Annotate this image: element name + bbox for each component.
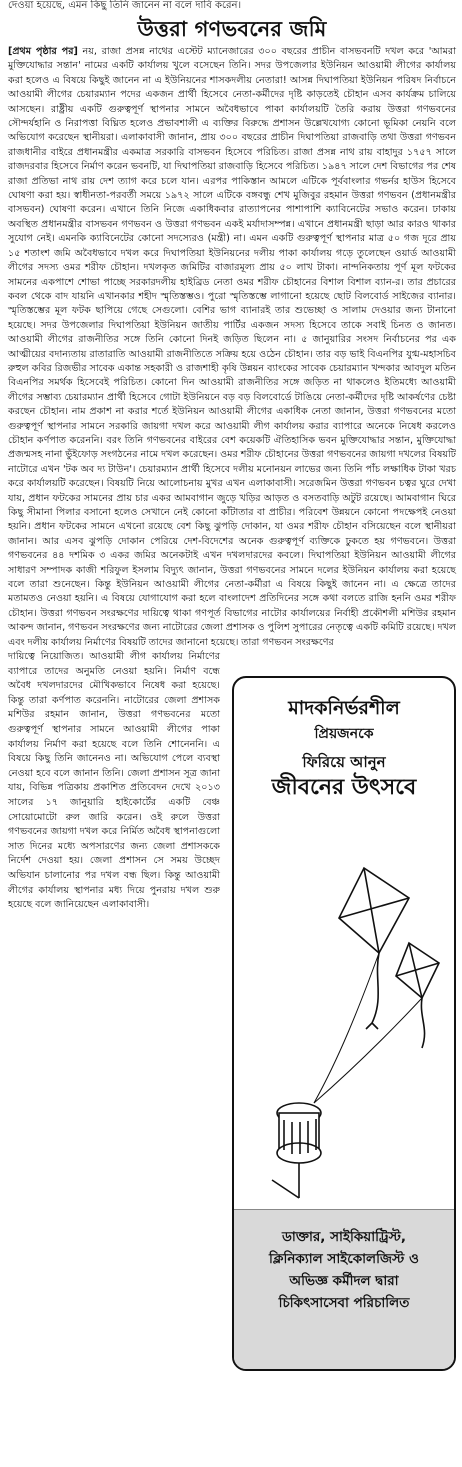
- previous-article-tail: দেওয়া হয়েছে, এমন কিছু তিনি জানেন না বলে দাবি করেন।: [8, 0, 242, 11]
- article-left-column: [8, 650, 220, 913]
- reel-icon: [272, 1103, 321, 1198]
- kite-icon: [339, 868, 409, 1029]
- ad-footer: [234, 1209, 454, 1369]
- jump-label: [প্রথম পৃষ্ঠার পর]: [8, 46, 78, 57]
- article-body-text: নয়, রাজা প্রসন্ন নাথের এস্টেট ম্যানেজারের ৩০০ বছরের প্রাচীন বাসভবনটি দখল করে 'আমরা মুক্তিযোদ্ধার সন্তান' নামের একটি কার্যালয় খুলে বসেছেন তিনি। সদর উপজেলার ইউনিয়ন আওয়ামী লীগের কার্যালয় করা হলেও এ বিষয়ে কিছুই জানেন না এ ইউনিয়নের শাসকদলীয় নেতারা! আসন্ন দিঘাপতিয়া ইউনিয়ন পরিষদ নির্বাচনে আওয়ামী লীগের চেয়ারম্যান পদের একজন প্রার্থী হিসেবে নেতা-কর্মীদের দৃষ্টি কাড়তেই চৌহান এসব কার্যক্রম চালিয়ে আসছেন। রাষ্ট্রীয় একটি গুরুত্বপূর্ণ স্থাপনার সামনে অবৈধভাবে পাকা কার্যালয়টি তৈরি করায় উত্তরা গণভবনের সৌন্দর্যহানি ও নিরাপত্তা বিঘ্নিত হলেও প্রভাবশালী এ ব্যক্তির বিরুদ্ধে প্রশাসন উল্লেখযোগ্য কোনো ভূমিকা নেয়নি বলে অভিযোগ করেছেন স্থানীয়রা। এলাকাবাসী জানান, প্রায় ৩০০ বছরের প্রাচীন দিঘাপতিয়া রাজবাড়ি তথা উত্তরা গণভবন রাজধানীর বাইরে প্রধানমন্ত্রীর একমাত্র সরকারি বাসভবন হিসেবে পরিচিত। রাজা প্রসন্ন নাথ রায় বাহাদুর ১৭৫৭ সালে রাজদরবার হিসেবে নির্মাণ করেন ভবনটি, যা দিঘাপতিয়া রাজবাড়ি হিসেবে পরিচিত। ১৯৪৭ সালে দেশ বিভাগের পর শেষ রাজা প্রতিভা নাথ রায় দেশ ত্যাগ করে চলে যান। এরপর পাকিস্তান আমলে এটিকে পূর্ববাংলার গভর্নর হাউস হিসেবে ঘোষণা করা হয়। স্বাধীনতা-পরবর্তী সময়ে ১৯৭২ সালে এটিকে বঙ্গবন্ধু শেখ মুজিবুর রহমান উত্তরা গণভবন (প্রধানমন্ত্রীর বাসভবন) ঘোষণা করেন। এখানে তিনি নিজে একাধিকবার রাত্যাপনের পাশাপাশি ক্যাবিনেটের সভাও করেন। ঢাকায় অবস্থিত প্রধানমন্ত্রীর বাসভবন গণভবন ও উত্তরা গণভবন একই মর্যাদাসম্পন্ন। এখানে প্রধানমন্ত্রী ছাড়া আর কারও থাকার সুযোগ নেই। এমনকি ক্যাবিনেটের কোনো সদস্যেরও (মন্ত্রী) না। এমন একটি গুরুত্বপূর্ণ স্থাপনার মাত্র ৫০ গজ দূরে প্রায় ১৫ শতাংশ জমি অবৈধভাবে দখল করে দিঘাপতিয়া ইউনিয়নের দলীয় পাকা কার্যালয় গড়ে তুলেছেন ওয়ার্ড আওয়ামী লীগের সদস্য ওমর শরীফ চৌহান। দখলকৃত জমিটির বাজারমূল্য প্রায় ৫০ লাখ টাকা। নান্দনিকতায় পূর্ণ মূল ফটকের সামনের একপাশে শোভা পাচ্ছে সরকারদলীয় হাইব্রিড নেতা ওমর শরীফ চৌহানের বিশাল বিশাল ব্যান-র। তার প্রচারের কবল থেকে বাদ যায়নি এখানকার শহীদ স্মৃতিস্তম্ভও। পুরো স্মৃতিস্তম্ভে লাগানো হয়েছে ছোট বিলবোর্ড সাইজের ব্যানার। স্মৃতিস্তম্ভের মূল ফটক ছাপিয়ে গেছে সেগুলো। বেশির ভাগ ব্যানারই তার শুভেচ্ছা ও সালাম দেওয়ার জন্য টানানো হয়েছে। সদর উপজেলার দিঘাপতিয়া ইউনিয়ন জাতীয় পার্টির একজন সদস্য হিসেবে তাকে সবাই চিনত ও জানত। আওয়ামী লীগের রাজনীতির সঙ্গে তিনি কোনো দিনই জড়িত ছিলেন না। ৫ জানুয়ারির সংসদ নির্বাচনের পর এক আত্মীয়ের বদান্যতায় রাতারাতি আওয়ামী রাজনীতিতে সক্রিয় হয়ে ওঠেন চৌহান। তার বড় ভাই বিএনপির যুগ্ম-মহাসচিব রুহুল কবির রিজভীর সাবেক একান্ত সহকারী ও রাজশাহী কৃষি উন্নয়ন ব্যাংকের সাবেক চেয়ারম্যান খন্দকার আবদুল মতিন বিএনপির সমর্থক হিসেবেই পরিচিত। কোনো দিন আওয়ামী রাজনীতির সঙ্গে জড়িত না থাকলেও ইতিমধ্যে আওয়ামী লীগের সম্ভাব্য চেয়ারম্যান প্রার্থী হিসেবে গোটা ইউনিয়নে বড় বড় বিলবোর্ডে টাঙিয়ে নেতা-কর্মীদের দৃষ্টি আকর্ষণের চেষ্টা করছেন চৌহান। নাম প্রকাশ না করার শর্তে ইউনিয়ন আওয়ামী লীগের একাধিক নেতা জানান, উত্তরা গণভবনের মতো গুরুত্বপূর্ণ স্থাপনার সামনে সরকারি জায়গা দখল করে আওয়ামী লীগ কার্যালয় করার ব্যাপারে অনেকে নিষেধ করলেও চৌহান কর্ণপাত করেননি। বরং তিনি গণভবনের বাইরের বেশ কয়েকটি ঐতিহাসিক ভবন মুক্তিযোদ্ধার সন্তান, মুক্তিযোদ্ধা প্রজন্মসহ নানা ভুঁইফোড় সংগঠনের নামে দখল করেছেন। ওমর শরীফ চৌহানের উত্তরা গণভবনের জায়গা দখলের বিষয়টি নাটোরে এখন 'টক অব দ্য টাউন'। চেয়ারম্যান প্রার্থী হিসেবে দলীয় মনোনয়ন লাভের জন্য তিনি পাঁচ লক্ষাধিক টাকা খরচ করে কার্যালয়টি করেছেন। বিষয়টি নিয়ে আলোচনায় মুখর এখন এলাকাবাসী। সরেজমিন উত্তরা গণভবন চত্বর ঘুরে দেখা যায়, প্রধান ফটকের সামনের প্রায় চার একর আমবাগান জুড়ে খড়ির আড়ত ও বসতবাড়ি অটুট রয়েছে। আমবাগান ঘিরে কিছু সীমানা পিলার বসানো হলেও সেখানে নেই কোনো কাঁটাতার বা প্রাচীর। পরিবেশ উন্নয়নে কোনো পদক্ষেপই নেওয়া হয়নি। প্রধান ফটকের সামনে এখনো রয়েছে বেশ কিছু ঝুপড়ি দোকান, যা ওমর শরীফ চৌহান বসিয়েছেন বলে স্থানীয়রা জানান। আর এসব ঝুপড়ি দোকান পেরিয়ে দেশ-বিদেশের অনেক গুরুত্বপূর্ণ ব্যক্তিকে ঢুকতে হয় গণভবনে। উত্তরা গণভবনের ৪৪ দশমিক ৩ একর জমির অনেকটাই এখন দখলদারদের কবলে। দিঘাপতিয়া ইউনিয়ন আওয়ামী লীগের সাধারণ সম্পাদক কাজী শরিফুল ইসলাম বিদ্যুৎ জানান, উত্তরা গণভবনের সামনে দলের ইউনিয়ন কার্যালয় করা হয়েছে বলে তারা শুনেছেন। কিন্তু ইউনিয়ন আওয়ামী লীগের নেতা-কর্মীরা এ বিষয়ে কিছুই জানেন না। এ ক্ষেত্রে তাদের মতামতও নেওয়া হয়নি। এ বিষয়ে যোগাযোগ করা হলে বাংলাদেশ প্রতিদিনের সঙ্গে কথা বলতে রাজি হননি ওমর শরীফ চৌহান। উত্তরা গণভবন সংরক্ষণের দায়িত্বে থাকা গণপূর্ত বিভাগের নাটোর কার্যালয়ের নির্বাহী প্রকৌশলী মশিউর রহমান আকন্দ জানান, গণভবন সংরক্ষণের জন্য নাটোরের জেলা প্রশাসক ও পুলিশ সুপারের নেতৃত্বে একটি কমিটি রয়েছে। দখল এবং দলীয় কার্যালয় নির্মাণের বিষয়টি তাদের জানানো হয়েছে। তারা গণভবন সংরক্ষণের: [8, 46, 456, 648]
- article-body-continuation: দায়িত্বে নিয়োজিত। আওয়ামী লীগ কার্যালয় নির্মাণের ব্যাপারে তাদের অনুমতি নেওয়া হয়নি। নির্মাণ বন্ধে অবৈধ দখলদারদের মৌখিকভাবে নিষেধ করা হয়েছে। কিন্তু তারা কর্ণপাত করেননি। নাটোরের জেলা প্রশাসক মশিউর রহমান জানান, উত্তরা গণভবনের মতো গুরুত্বপূর্ণ স্থাপনার সামনে আওয়ামী লীগের পাকা কার্যালয় নির্মাণ করা হয়েছে বলে তিনি শোনেননি। এ বিষয়ে কিছু তিনি জানেনও না। অভিযোগ পেলে ব্যবস্থা নেওয়া হবে বলে জানান তিনি। জেলা প্রশাসন সূত্র জানা যায়, বিভিন্ন পত্রিকায় প্রকাশিত প্রতিবেদন দেখে ২০১৩ সালের ১৭ জানুয়ারি হাইকোর্টের একটি বেঞ্চ সোয়োমোটো রুল জারি করেন। ওই রুলে উত্তরা গণভবনের জায়গা দখল করে নির্মিত অবৈধ স্থাপনাগুলো সাত দিনের মধ্যে অপসারণের জন্য জেলা প্রশাসককে নির্দেশ দেওয়া হয়। জেলা প্রশাসন সে সময় উচ্ছেদ অভিযান চালানোর পর দখল বন্ধ ছিল। কিন্তু আওয়ামী লীগের কার্যালয় স্থাপনার মধ্য দিয়ে পুনরায় দখল শুরু হয়েছে বলে জানিয়েছেন এলাকাবাসী।: [8, 651, 220, 911]
- ad-footer-line-2: ক্লিনিক্যাল সাইকোলজিস্ট ও: [269, 1251, 419, 1268]
- ad-line-3: ফিরিয়ে আনুন: [302, 753, 386, 772]
- article-headline: উত্তরা গণভবনের জমি: [137, 16, 327, 41]
- article-body-full-width: [8, 45, 456, 650]
- ad-footer-line-1: ডাক্তার, সাইকিয়াট্রিস্ট,: [282, 1229, 406, 1246]
- kite-small-icon: [396, 943, 439, 1048]
- lower-section: [8, 650, 456, 1380]
- ad-line-2: প্রিয়জনকে: [314, 726, 374, 743]
- ad-line-4: জীবনের উৎসবে: [271, 775, 417, 801]
- ad-line-1: মাদকনির্ভরশীল: [288, 697, 400, 720]
- kite-reel-illustration-icon: [244, 858, 444, 1203]
- ad-footer-line-4: চিকিৎসাসেবা পরিচালিত: [278, 1295, 410, 1312]
- ad-heading: [234, 678, 454, 802]
- ad-footer-line-3: অভিজ্ঞ কর্মীদল দ্বারা: [289, 1273, 399, 1290]
- rehab-advertisement: [232, 676, 456, 1371]
